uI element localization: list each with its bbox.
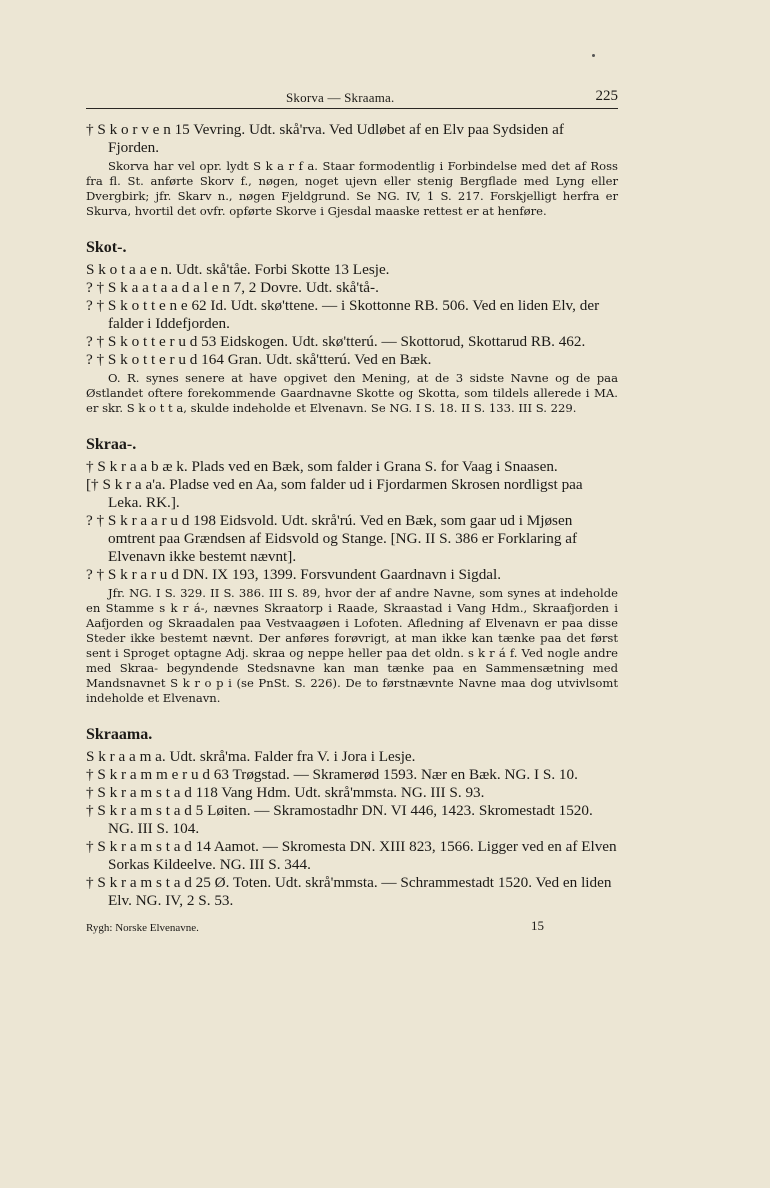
entry-skotterud-eidskogen: ? † S k o t t e r u d 53 Eidskogen. Udt. skø'tterú. — Skottorud, Skottarud RB. 462. [86, 333, 586, 350]
print-speck [592, 54, 595, 57]
page-header [86, 86, 618, 108]
entry-skotaaen: S k o t a a e n. Udt. skå'tåe. Forbi Skotte 13 Lesje. [86, 261, 390, 278]
note-skraa: Jfr. NG. I S. 329. II S. 386. III S. 89, hvor der af andre Navne, som synes at indeholde en Stamme s k r á-, nævnes Skraatorp i Raade, Skraastad i Vang Hdm., Skraafjorden i Aafjorden og Skraadalen paa Vestvaagøen i Lofoten. Afledning af Elvenavn er paa disse Steder ikke bestemt nævnt. Der anføres forøvrigt, at man ikke kan tænke paa det først sent i Sproget optagne Adj. skraa og neppe heller paa det oldn. s k r á f. Ved nogle andre med Skraa- begyndende Stedsnavne kan man tænke paa en Sammensætning med Mandsnavnet S k r o p i (se PnSt. S. 226). De to førstnævnte Navne maa dog utvivlsomt indeholde et Elvenavn. [86, 586, 618, 705]
entry-skramstad-aamot: † S k r a m s t a d 14 Aamot. — Skromesta DN. XIII 823, 1566. Ligger ved en af Elven Sorkas Kildeelve. NG. III S. 344. [86, 838, 617, 873]
entry-skaataadalen: ? † S k a a t a a d a l e n 7, 2 Dovre. Udt. skå'tå-. [86, 279, 379, 296]
book-page [86, 86, 618, 940]
note-skorva: Skorva har vel opr. lydt S k a r f a. Staar formodentlig i Forbindelse med det af Ross fra fl. St. anførte Skorv f., nøgen, noget ujevn eller stenig Bergflade med Lyng eller Dvergbirk; jfr. Skarv n., nøgen Fjeldgrund. Se NG. IV, 1 S. 217. Forskjelligt herfra er Skurva, hvortil det ovfr. opførte Skorve i Gjesdal maaske rettest er at henføre. [86, 159, 618, 218]
entry-skorven: † S k o r v e n 15 Vevring. Udt. skå'rva. Ved Udløbet af en Elv paa Sydsiden af Fjorden. [86, 121, 564, 156]
section-heading-skraama: Skraama. [86, 726, 153, 743]
footer-credit: Rygh: Norske Elvenavne. [86, 922, 199, 934]
entry-skraama: S k r a a m a. Udt. skrå'ma. Falder fra V. i Jora i Lesje. [86, 748, 416, 765]
entry-skramstad-toten: † S k r a m s t a d 25 Ø. Toten. Udt. skrå'mmsta. — Schrammestadt 1520. Ved en liden Elv. NG. IV, 2 S. 53. [86, 874, 612, 909]
section-heading-skot: Skot-. [86, 239, 127, 256]
page-number: 225 [595, 88, 618, 104]
header-rule [86, 108, 618, 109]
entry-skraaa: [† S k r a a'a. Pladse ved en Aa, som falder ud i Fjordarmen Skrosen nordligst paa Leka. RK.]. [86, 476, 583, 511]
entry-skrammerud: † S k r a m m e r u d 63 Trøgstad. — Skramerød 1593. Nær en Bæk. NG. I S. 10. [86, 766, 578, 783]
entry-skrarud: ? † S k r a r u d DN. IX 193, 1399. Forsvundent Gaardnavn i Sigdal. [86, 566, 502, 583]
entry-skraarud: ? † S k r a a r u d 198 Eidsvold. Udt. skrå'rú. Ved en Bæk, som gaar ud i Mjøsen omtrent paa Grændsen af Eidsvold og Stange. [NG. II S. 386 er Forklaring af Elvenavn ikke bestemt nævnt]. [86, 512, 578, 565]
entry-skraabaek: † S k r a a b æ k. Plads ved en Bæk, som falder i Grana S. for Vaag i Snaasen. [86, 458, 558, 475]
signature-mark: 15 [531, 918, 544, 933]
page-footer [86, 918, 618, 940]
entry-skotterud-gran: ? † S k o t t e r u d 164 Gran. Udt. skå'tterú. Ved en Bæk. [86, 351, 432, 368]
note-skot: O. R. synes senere at have opgivet den Mening, at de 3 sidste Navne og de paa Østlandet oftere forekommende Gaardnavne Skotte og Skotta, som tildels allerede i MA. er skr. S k o t t a, skulde indeholde et Elvenavn. Se NG. I S. 18. II S. 133. III S. 229. [86, 371, 618, 415]
section-heading-skraa: Skraa-. [86, 436, 137, 453]
entry-skramstad-loiten: † S k r a m s t a d 5 Løiten. — Skramostadhr DN. VI 446, 1423. Skromestadt 1520. NG. III S. 104. [86, 802, 593, 837]
running-title: Skorva — Skraama. [286, 90, 395, 105]
entry-skottene: ? † S k o t t e n e 62 Id. Udt. skø'ttene. — i Skottonne RB. 506. Ved en liden Elv, der falder i Iddefjorden. [86, 297, 600, 332]
entry-skramstad-vang: † S k r a m s t a d 118 Vang Hdm. Udt. skrå'mmsta. NG. III S. 93. [86, 784, 485, 801]
